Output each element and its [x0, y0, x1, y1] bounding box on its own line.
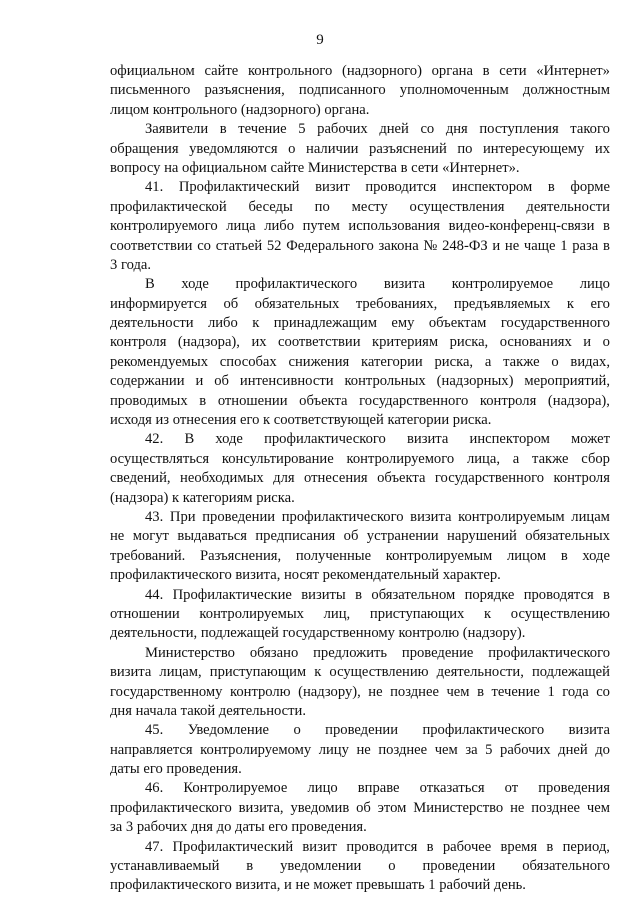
word: визита [407, 431, 449, 448]
text-line [110, 605, 610, 624]
word: использования [348, 218, 441, 235]
word: видео-конференц-связи [448, 218, 595, 235]
word: приступающих [369, 605, 465, 622]
word: о [602, 334, 610, 351]
text-line [110, 799, 610, 818]
word: в [560, 547, 568, 564]
word: проведение [401, 644, 474, 661]
word: инспектором [451, 179, 533, 196]
word: сети [499, 63, 527, 79]
word: подлежащей [531, 664, 610, 681]
word: проведении [202, 508, 276, 525]
word: либо [207, 315, 238, 332]
word: лицо [579, 276, 610, 293]
word: о [388, 858, 396, 875]
word: инспектором [469, 431, 550, 448]
word: 5 [485, 741, 493, 758]
text-line [110, 586, 610, 605]
word: риска, [449, 334, 489, 351]
word: форме [570, 179, 610, 196]
word: визита [110, 664, 152, 681]
word: устранении [366, 528, 439, 545]
word: 5 [298, 121, 306, 138]
word: разъяснений [369, 140, 447, 157]
word: чем [434, 741, 458, 758]
word: рабочих [317, 121, 368, 138]
word: выдаваться [177, 528, 247, 545]
word: рабочее [442, 838, 492, 855]
word: контрольного [247, 63, 333, 79]
word: предписания [255, 528, 336, 545]
word: содержании [110, 373, 185, 390]
word: объекта [299, 392, 348, 409]
word: требований. [110, 547, 186, 564]
word: уведомляются [189, 140, 278, 157]
text-line [110, 81, 610, 100]
word: к [484, 605, 492, 622]
word: письменного [110, 82, 191, 99]
text-line [110, 275, 610, 294]
word: не [510, 799, 525, 816]
word: в [603, 586, 610, 603]
word: отношении [110, 605, 180, 622]
text-line [110, 644, 610, 663]
word: не [368, 683, 383, 700]
word: государственного [359, 392, 469, 409]
word: 1 [547, 683, 555, 700]
word: осуществлению [329, 664, 429, 681]
word: 41. [145, 179, 164, 196]
word: а [512, 450, 520, 467]
word: Профилактические [172, 586, 292, 603]
word: полученные [295, 547, 372, 564]
word: контроля [553, 470, 610, 487]
word: об [356, 799, 371, 816]
word: лиц, [323, 605, 351, 622]
text-line [110, 663, 610, 682]
word: государственному [110, 683, 223, 700]
word: об [343, 528, 359, 545]
text-line [110, 430, 610, 449]
word: либо [264, 218, 295, 235]
word: позднее [531, 799, 581, 816]
word: 1 [560, 237, 568, 254]
word: поступления [479, 121, 559, 138]
word: контролируемого [110, 218, 218, 235]
word: ходе [181, 276, 209, 293]
word: основаниях [499, 334, 572, 351]
text-line [110, 217, 610, 236]
word: принадлежащим [273, 315, 377, 332]
word: со [596, 683, 610, 700]
word: «Интернет» [536, 63, 610, 79]
word: официальном [110, 63, 195, 79]
text-line: за 3 рабочих дня до даты его проведения. [110, 819, 367, 836]
word: раза [572, 237, 599, 254]
word: соответствии [278, 334, 361, 351]
word: видах, [570, 353, 610, 370]
word: ходе [215, 431, 243, 448]
word: рекомендуемых [110, 353, 209, 370]
text-line: профилактического визита, и не может превышать 1 рабочий день. [110, 877, 526, 894]
word: дня [445, 121, 468, 138]
word: к [314, 664, 322, 681]
word: и [195, 373, 204, 390]
word: 47. [145, 838, 164, 855]
word: обязательных [525, 528, 610, 545]
word: в [603, 218, 610, 235]
word: контролю [229, 683, 291, 700]
word: течение [238, 121, 287, 138]
word: профилактического [488, 644, 610, 661]
word: № [423, 237, 438, 254]
word: 45. [145, 722, 164, 739]
word: в [199, 392, 207, 409]
word: чаще [523, 237, 556, 254]
word: устанавливаемый [110, 858, 220, 875]
word: Уведомление [187, 722, 269, 739]
word: за [465, 741, 478, 758]
word: позднее [378, 741, 428, 758]
word: контроля [479, 392, 537, 409]
word: также [532, 450, 569, 467]
text-line: даты его проведения. [110, 761, 242, 778]
word: визита, [238, 799, 284, 816]
word: При [169, 508, 196, 525]
word: по [457, 140, 473, 157]
word: государственного [434, 470, 545, 487]
text-line: (надзора) к категориям риска. [110, 489, 295, 506]
word: осуществляться [110, 450, 210, 467]
word: могут [132, 528, 169, 545]
word: об [223, 295, 239, 312]
word: дней [558, 741, 588, 758]
word: обязано [249, 644, 299, 661]
word: проведения [538, 780, 610, 797]
word: их [251, 334, 267, 351]
word: визита [568, 722, 610, 739]
word: а [484, 353, 492, 370]
text-line [110, 392, 610, 411]
word: контролируемым [458, 508, 565, 525]
word: контролируемому [200, 741, 312, 758]
word: не [504, 237, 520, 254]
word: в [602, 237, 610, 254]
text-line [110, 120, 610, 139]
word: контролируемых [199, 605, 304, 622]
word: обязательных [254, 295, 340, 312]
text-line: вопросу на официальном сайте Министерства в сети «Интернет». [110, 159, 520, 176]
text-line: лицом контрольного (надзорного) органа. [110, 101, 370, 118]
word: рабочих [500, 741, 551, 758]
document-body [110, 62, 610, 896]
word: контролируемого [346, 450, 455, 467]
word: профилактического [110, 799, 232, 816]
word: Профилактический [178, 179, 300, 196]
word: критериям [372, 334, 439, 351]
word: течение [491, 683, 540, 700]
word: проводятся [523, 586, 594, 603]
word: не [356, 741, 371, 758]
word: до [595, 741, 610, 758]
word: лица [226, 218, 256, 235]
word: наличии [306, 140, 359, 157]
text-line [110, 838, 610, 857]
word: сайте [204, 63, 239, 79]
word: лицо [307, 780, 338, 797]
word: интенсивности [239, 373, 334, 390]
word: вправе [357, 780, 400, 797]
word: приступающим [209, 664, 307, 681]
word: лицам [571, 508, 610, 525]
word: объекта [377, 470, 426, 487]
word: месту [351, 198, 388, 215]
word: В [145, 276, 155, 293]
word: контролируемое [451, 276, 554, 293]
word: предложить [313, 644, 388, 661]
word: Министерство [145, 644, 235, 661]
word: Разъяснения, [200, 547, 282, 564]
word: консультирование [221, 450, 334, 467]
word: объектам [428, 315, 487, 332]
text-line [110, 295, 610, 314]
word: уполномоченным [399, 82, 509, 99]
word: Заявители [145, 121, 209, 138]
word: осуществления [409, 198, 505, 215]
word: Контролируемое [183, 780, 288, 797]
word: 42. [145, 431, 164, 448]
word: и [583, 334, 592, 351]
text-line [110, 237, 610, 256]
word: сведений, [110, 470, 171, 487]
word: 46. [145, 780, 164, 797]
word: о [551, 353, 559, 370]
word: обращения [110, 140, 179, 157]
word: необходимых [180, 470, 264, 487]
text-line [110, 353, 610, 372]
text-line [110, 450, 610, 469]
word: его [590, 295, 610, 312]
word: подписанного [298, 82, 386, 99]
text-line [110, 547, 610, 566]
word: в [477, 683, 484, 700]
word: интересующему [482, 140, 585, 157]
word: риска, [434, 353, 474, 370]
text-line: дня начала такой деятельности. [110, 702, 306, 719]
word: обязательном [371, 586, 456, 603]
word: государственного [500, 315, 610, 332]
word: в [246, 858, 254, 875]
word: путем [302, 218, 340, 235]
text-line [110, 140, 610, 159]
word: в [426, 838, 434, 855]
word: закона [378, 237, 419, 254]
word: профилактического [422, 722, 545, 739]
word: в [546, 838, 554, 855]
word: Министерство [413, 799, 504, 816]
word: контроля [110, 334, 167, 351]
word: разъяснения, [204, 82, 285, 99]
word: мероприятий, [524, 373, 610, 390]
word: визит [315, 179, 350, 196]
word: к [252, 315, 260, 332]
word: категории [361, 353, 423, 370]
word: к [566, 295, 575, 312]
word: по [314, 198, 330, 215]
text-line [110, 683, 610, 702]
word: деятельности, [436, 664, 524, 681]
word: время [500, 838, 538, 855]
word: проводится [365, 179, 437, 196]
word: проведении [325, 722, 398, 739]
text-line: исходя из отнесения его к соответствующей категории риска. [110, 412, 492, 429]
word: такого [570, 121, 610, 138]
word: в [219, 121, 227, 138]
text-line: профилактического визита, носят рекомендательный характер. [110, 567, 501, 584]
text-line [110, 198, 610, 217]
word: предъявляемых [453, 295, 551, 312]
word: отказаться [419, 780, 485, 797]
word: отнесения [304, 470, 368, 487]
word: в [482, 63, 490, 79]
word: для [273, 470, 295, 487]
word: и [492, 237, 501, 254]
word: в [355, 586, 363, 603]
word: лица, [466, 450, 500, 467]
word: года [562, 683, 589, 700]
word: период, [562, 838, 610, 855]
text-line [110, 527, 610, 546]
word: проводится [346, 838, 418, 855]
text-line [110, 779, 610, 798]
word: их [594, 140, 610, 157]
text-line [110, 741, 610, 760]
word: 44. [145, 586, 164, 603]
word: проводимых [110, 392, 188, 409]
word: (надзору), [298, 683, 361, 700]
text-line [110, 508, 610, 527]
word: порядке [464, 586, 515, 603]
text-line [110, 857, 610, 876]
word: отношении [217, 392, 288, 409]
word: осуществлению [510, 605, 610, 622]
word: профилактического [264, 431, 386, 448]
word: 248-ФЗ [442, 237, 488, 254]
word: со [197, 237, 211, 254]
word: лицом [506, 547, 547, 564]
word: 43. [145, 508, 164, 525]
text-line [110, 372, 610, 391]
word: должностным [522, 82, 610, 99]
word: со [420, 121, 435, 138]
word: визита [383, 276, 426, 293]
word: чем [446, 683, 470, 700]
text-line [110, 178, 610, 197]
word: (надзорных) [436, 373, 514, 390]
word: (надзора), [547, 392, 610, 409]
word: сбор [581, 450, 610, 467]
word: проведении [422, 858, 496, 875]
word: ходе [582, 547, 610, 564]
word: уведомлении [280, 858, 362, 875]
word: статьей [215, 237, 263, 254]
word: ему [391, 315, 415, 332]
word: информируется [110, 295, 207, 312]
word: лицам, [159, 664, 202, 681]
word: нарушений [447, 528, 517, 545]
word: направляется [110, 741, 193, 758]
word: Профилактический [172, 838, 294, 855]
word: обязательного [522, 858, 610, 875]
word: лицу [318, 741, 349, 758]
word: этом [377, 799, 407, 816]
word: визиты [301, 586, 346, 603]
word: снижения [288, 353, 350, 370]
text-line [110, 469, 610, 488]
word: может [571, 431, 610, 448]
text-line: деятельности, подлежащей государственному контролю (надзору). [110, 625, 526, 642]
word: от [504, 780, 519, 797]
word: также [503, 353, 540, 370]
word: Федерального [286, 237, 374, 254]
word: требованиях, [355, 295, 438, 312]
word: о [288, 140, 296, 157]
word: способах [219, 353, 277, 370]
word: в [547, 179, 555, 196]
word: беседы [248, 198, 293, 215]
word: деятельности [526, 198, 610, 215]
page-number: 9 [316, 32, 324, 48]
text-line [110, 314, 610, 333]
word: (надзорного) [342, 63, 422, 79]
word: контролируемым [385, 547, 493, 564]
word: профилактической [110, 198, 227, 215]
word: уведомив [290, 799, 350, 816]
word: органа [431, 63, 473, 79]
word: об [214, 373, 229, 390]
word: деятельности [110, 315, 194, 332]
word: соответствии [110, 237, 193, 254]
word: 52 [266, 237, 282, 254]
word: профилактического [235, 276, 358, 293]
text-line [110, 721, 610, 740]
word: о [293, 722, 301, 739]
word: контрольных [344, 373, 426, 390]
word: дней [379, 121, 409, 138]
text-line [110, 333, 610, 352]
word: визита [410, 508, 452, 525]
word: В [184, 431, 195, 448]
word: (надзора), [177, 334, 240, 351]
word: профилактического [281, 508, 404, 525]
text-line: 3 года. [110, 256, 151, 273]
word: позднее [390, 683, 439, 700]
word: чем [586, 799, 610, 816]
word: визит [302, 838, 338, 855]
text-line [110, 62, 610, 81]
word: не [110, 528, 125, 545]
